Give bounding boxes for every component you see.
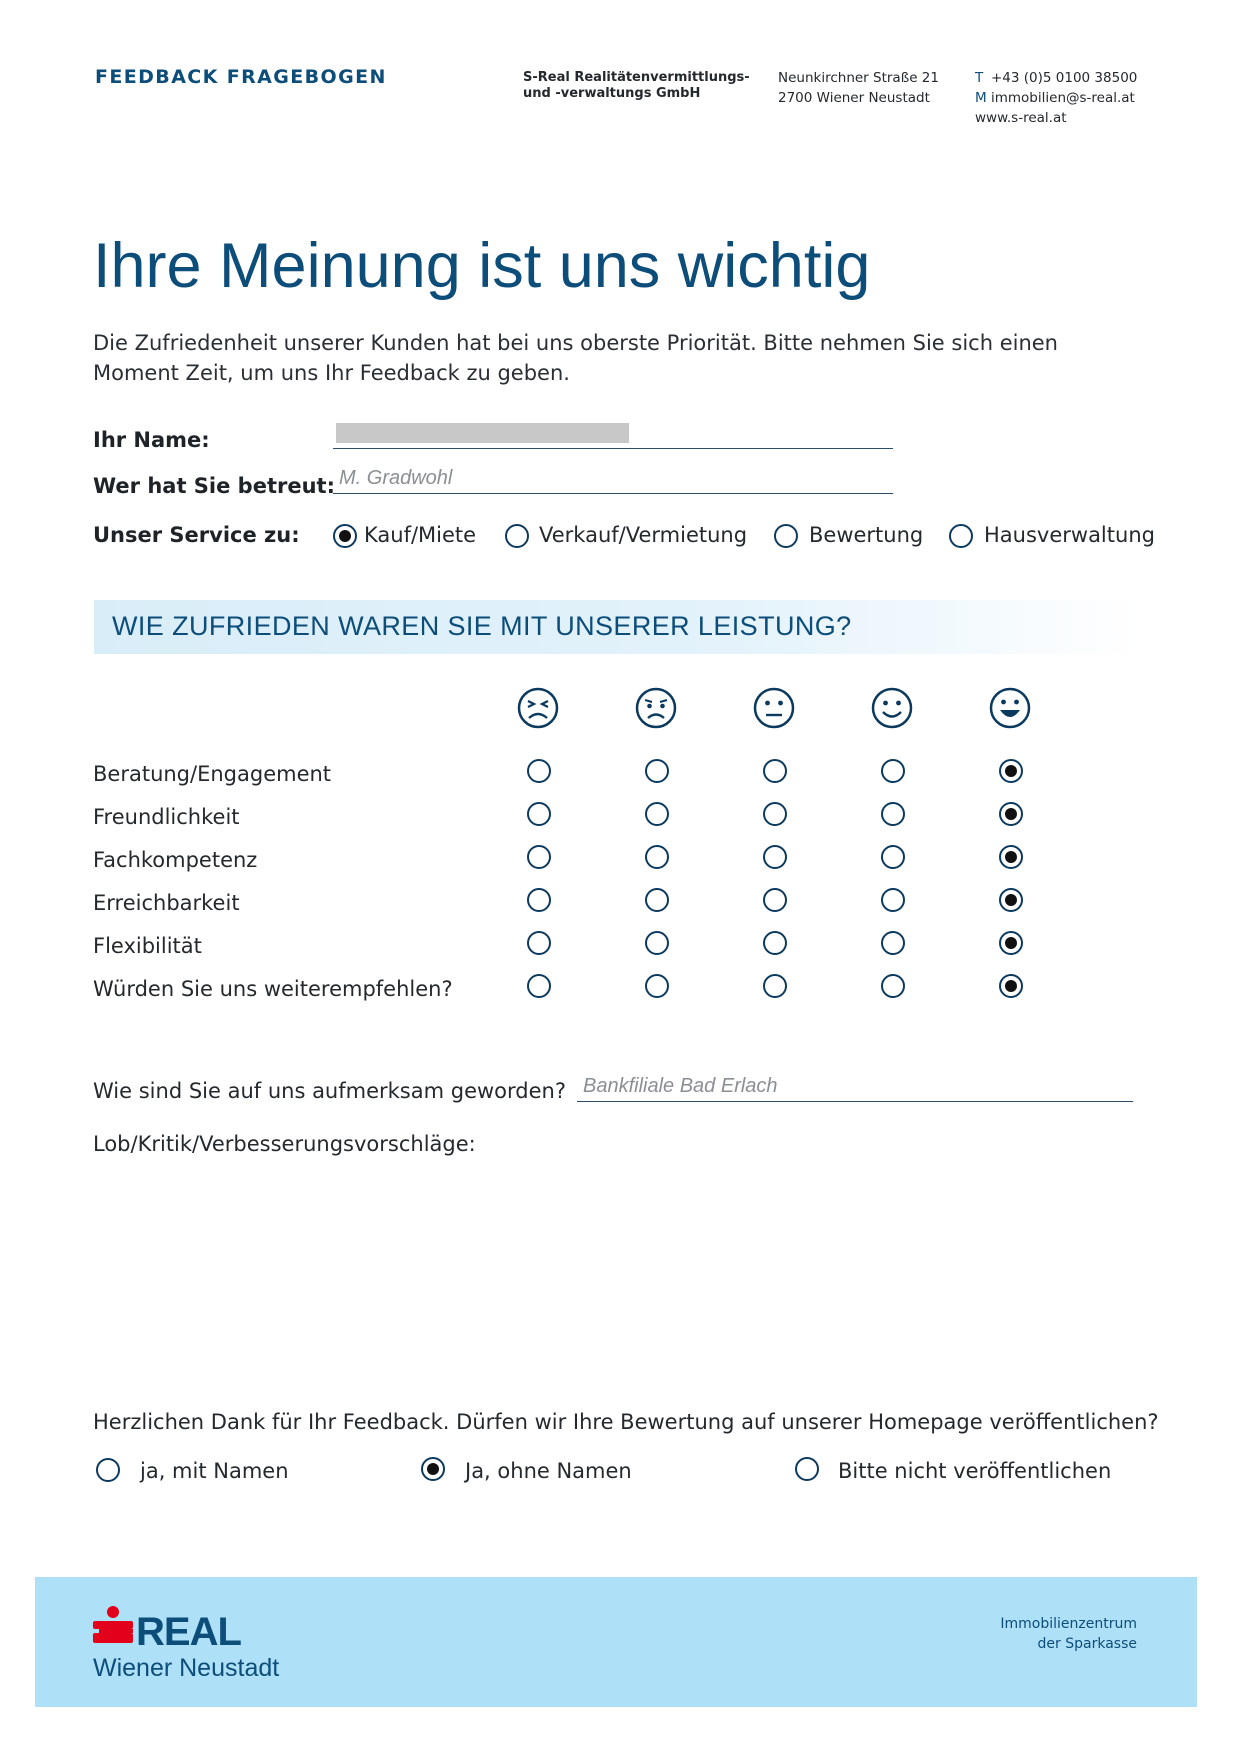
advisor-value: M. Gradwohl bbox=[339, 467, 453, 489]
service-option-kauf-miete: Kauf/Miete bbox=[364, 523, 477, 547]
rating-radio-r4-c3[interactable] bbox=[763, 888, 787, 912]
comments-area[interactable] bbox=[93, 1168, 1133, 1378]
rating-radio-r1-c2[interactable] bbox=[645, 759, 669, 783]
angry-face-icon bbox=[516, 686, 560, 730]
comments-label: Lob/Kritik/Verbesserungsvorschläge: bbox=[93, 1132, 476, 1156]
rating-radio-r5-c1[interactable] bbox=[527, 931, 551, 955]
service-radio-verkauf-vermietung[interactable] bbox=[505, 524, 529, 548]
rating-section-title: WIE ZUFRIEDEN WAREN SIE MIT UNSERER LEISTUNG? bbox=[112, 611, 852, 641]
email-label: M bbox=[975, 90, 987, 106]
publish-option-without-name: Ja, ohne Namen bbox=[465, 1459, 632, 1483]
address-street: Neunkirchner Straße 21 bbox=[778, 70, 939, 86]
smile-face-icon bbox=[870, 686, 914, 730]
rating-label-flexibilitaet: Flexibilität bbox=[93, 934, 202, 958]
logo-wordmark: REAL bbox=[136, 1610, 241, 1654]
publish-radio-without-name[interactable] bbox=[421, 1457, 445, 1481]
rating-radio-r6-c1[interactable] bbox=[527, 974, 551, 998]
rating-label-weiterempfehlen: Würden Sie uns weiterempfehlen? bbox=[93, 977, 453, 1001]
contact-email-row bbox=[975, 88, 1137, 108]
rating-radio-r5-c4[interactable] bbox=[881, 931, 905, 955]
publish-question: Herzlichen Dank für Ihr Feedback. Dürfen wir Ihre Bewertung auf unserer Homepage veröffentlichen? bbox=[93, 1410, 1159, 1434]
rating-radio-r4-c1[interactable] bbox=[527, 888, 551, 912]
tagline-line-1: Immobilienzentrum bbox=[1000, 1616, 1137, 1632]
tagline-line-2: der Sparkasse bbox=[1037, 1636, 1137, 1652]
form-kicker: FEEDBACK FRAGEBOGEN bbox=[95, 66, 387, 88]
name-label: Ihr Name: bbox=[93, 428, 210, 452]
rating-radio-r3-c5[interactable] bbox=[999, 845, 1023, 869]
rating-radio-r1-c5[interactable] bbox=[999, 759, 1023, 783]
rating-radio-r6-c2[interactable] bbox=[645, 974, 669, 998]
rating-radio-r3-c4[interactable] bbox=[881, 845, 905, 869]
company-address bbox=[778, 68, 939, 108]
rating-radio-r2-c4[interactable] bbox=[881, 802, 905, 826]
rating-radio-r5-c3[interactable] bbox=[763, 931, 787, 955]
rating-section-banner bbox=[94, 600, 1140, 654]
rating-radio-r2-c1[interactable] bbox=[527, 802, 551, 826]
publish-radio-no-publish[interactable] bbox=[795, 1457, 819, 1481]
redaction-bar bbox=[336, 423, 629, 443]
service-radio-bewertung[interactable] bbox=[774, 524, 798, 548]
rating-radio-r2-c2[interactable] bbox=[645, 802, 669, 826]
rating-radio-r1-c3[interactable] bbox=[763, 759, 787, 783]
company-line-2: und -verwaltungs GmbH bbox=[523, 86, 701, 101]
service-radio-hausverwaltung[interactable] bbox=[949, 524, 973, 548]
publish-option-with-name: ja, mit Namen bbox=[140, 1459, 289, 1483]
service-option-verkauf-vermietung: Verkauf/Vermietung bbox=[539, 523, 748, 547]
rating-label-freundlichkeit: Freundlichkeit bbox=[93, 805, 240, 829]
source-field[interactable] bbox=[577, 1071, 1133, 1102]
rating-radio-r2-c5[interactable] bbox=[999, 802, 1023, 826]
publish-option-no-publish: Bitte nicht veröffentlichen bbox=[838, 1459, 1112, 1483]
rating-radio-r5-c5[interactable] bbox=[999, 931, 1023, 955]
neutral-face-icon bbox=[752, 686, 796, 730]
rating-radio-r3-c2[interactable] bbox=[645, 845, 669, 869]
footer-tagline bbox=[960, 1614, 1137, 1654]
page-title: Ihre Meinung ist uns wichtig bbox=[93, 231, 871, 301]
service-label: Unser Service zu: bbox=[93, 523, 300, 547]
rating-label-erreichbarkeit: Erreichbarkeit bbox=[93, 891, 240, 915]
rating-radio-r4-c4[interactable] bbox=[881, 888, 905, 912]
phone-label: T bbox=[975, 70, 984, 86]
rating-radio-r1-c4[interactable] bbox=[881, 759, 905, 783]
logo-subtitle: Wiener Neustadt bbox=[93, 1654, 280, 1682]
sad-face-icon bbox=[634, 686, 678, 730]
advisor-label: Wer hat Sie betreut: bbox=[93, 474, 335, 498]
phone-number: +43 (0)5 0100 38500 bbox=[991, 70, 1138, 86]
rating-radio-r3-c1[interactable] bbox=[527, 845, 551, 869]
rating-radio-r6-c4[interactable] bbox=[881, 974, 905, 998]
contact-web[interactable]: www.s-real.at bbox=[975, 110, 1067, 126]
rating-label-beratung: Beratung/Engagement bbox=[93, 762, 332, 786]
rating-radio-r4-c2[interactable] bbox=[645, 888, 669, 912]
company-line-1: S-Real Realitätenvermittlungs- bbox=[523, 70, 750, 85]
rating-radio-r4-c5[interactable] bbox=[999, 888, 1023, 912]
rating-radio-r5-c2[interactable] bbox=[645, 931, 669, 955]
happy-face-icon bbox=[988, 686, 1032, 730]
rating-radio-r2-c3[interactable] bbox=[763, 802, 787, 826]
sparkasse-logo-icon bbox=[93, 1606, 133, 1646]
source-label: Wie sind Sie auf uns aufmerksam geworden? bbox=[93, 1079, 566, 1103]
rating-radio-r3-c3[interactable] bbox=[763, 845, 787, 869]
publish-radio-with-name[interactable] bbox=[96, 1458, 120, 1482]
company-name bbox=[523, 70, 750, 102]
rating-radio-r1-c1[interactable] bbox=[527, 759, 551, 783]
service-option-hausverwaltung: Hausverwaltung bbox=[984, 523, 1155, 547]
advisor-field[interactable] bbox=[333, 463, 893, 494]
rating-radio-r6-c5[interactable] bbox=[999, 974, 1023, 998]
service-radio-kauf-miete[interactable] bbox=[333, 524, 357, 548]
contact-phone-row bbox=[975, 68, 1137, 88]
rating-label-fachkompetenz: Fachkompetenz bbox=[93, 848, 258, 872]
rating-radio-r6-c3[interactable] bbox=[763, 974, 787, 998]
service-option-bewertung: Bewertung bbox=[809, 523, 924, 547]
source-value: Bankfiliale Bad Erlach bbox=[583, 1075, 778, 1097]
company-contacts bbox=[975, 68, 1137, 128]
intro-text: Die Zufriedenheit unserer Kunden hat bei uns oberste Priorität. Bitte nehmen Sie sich einen Moment Zeit, um uns Ihr Feedback zu geben. bbox=[93, 331, 1058, 385]
email-address[interactable]: immobilien@s-real.at bbox=[991, 90, 1135, 106]
address-city: 2700 Wiener Neustadt bbox=[778, 90, 930, 106]
